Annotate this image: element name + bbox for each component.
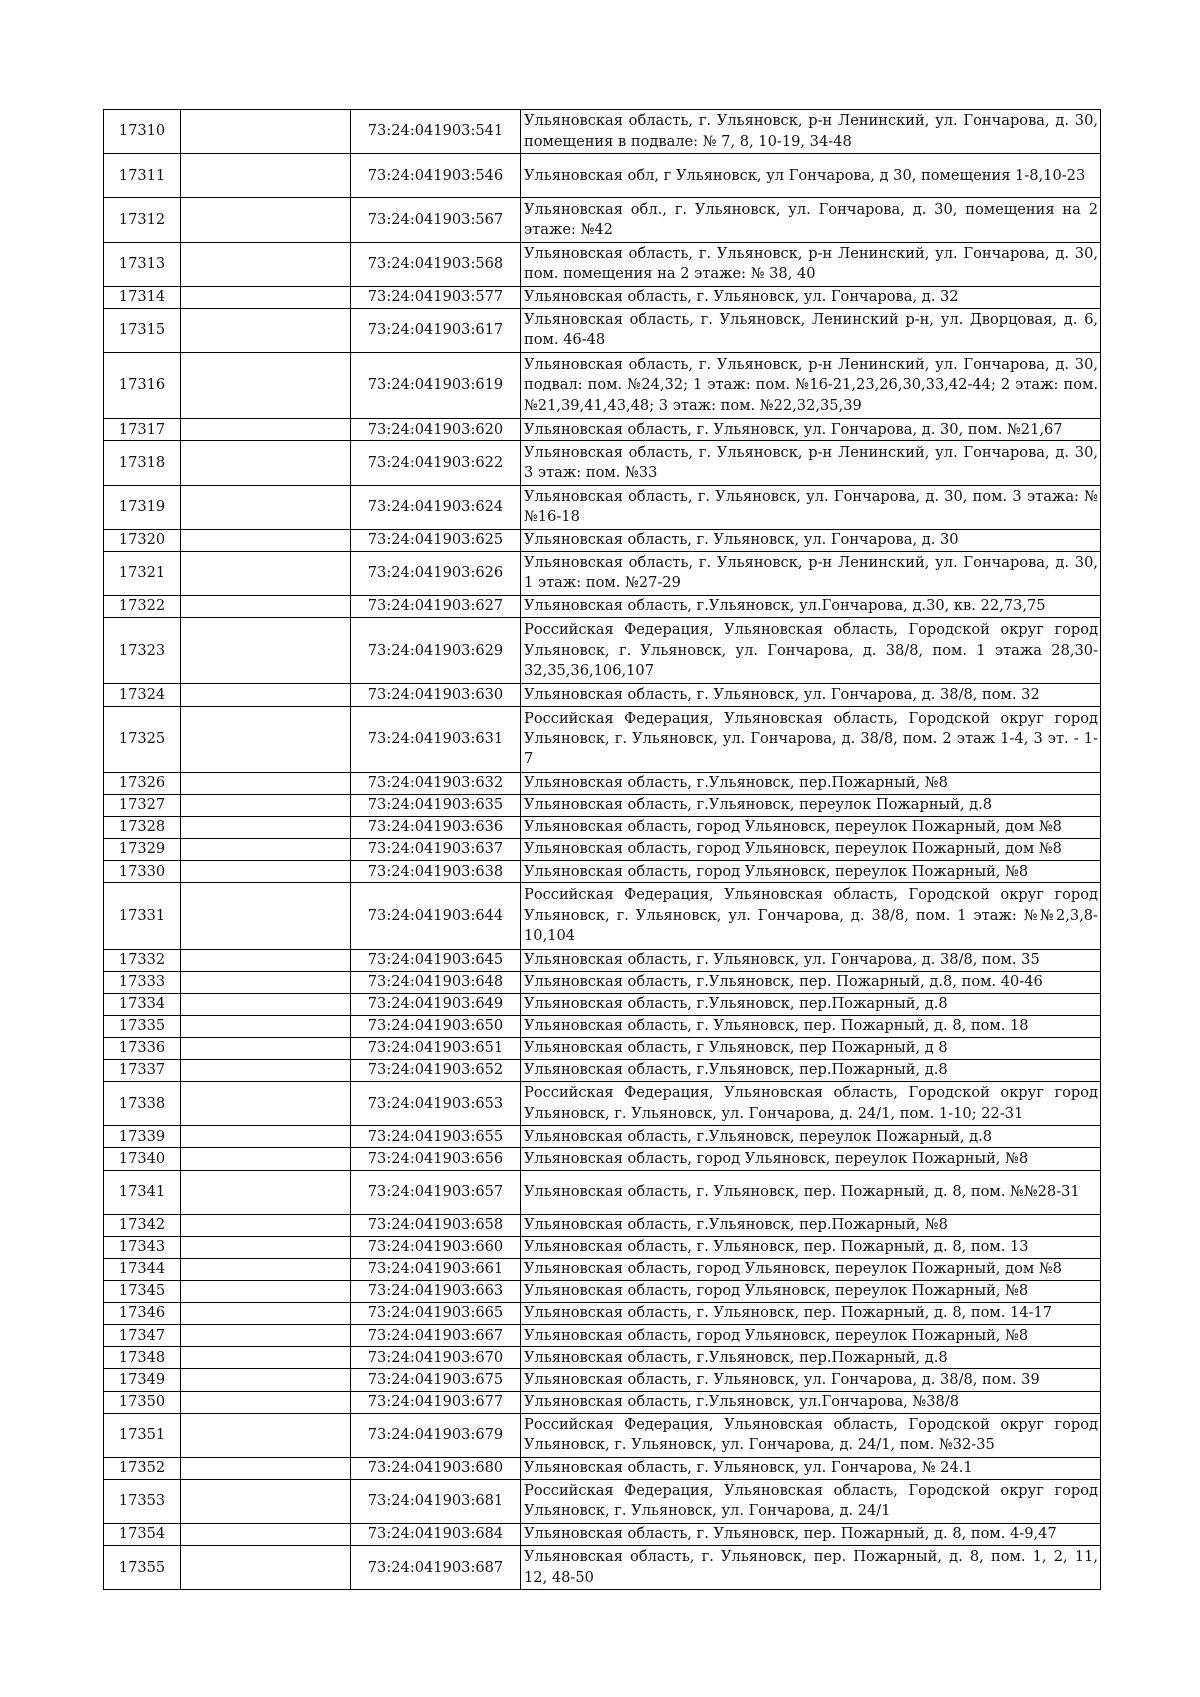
empty-cell <box>181 308 351 352</box>
cadastral-number-cell: 73:24:041903:629 <box>351 618 521 684</box>
row-number-cell: 17338 <box>104 1082 181 1126</box>
row-number-cell: 17319 <box>104 485 181 529</box>
empty-cell <box>181 817 351 839</box>
row-number-cell: 17322 <box>104 596 181 618</box>
row-number-cell: 17351 <box>104 1413 181 1457</box>
table-row <box>104 1347 1101 1369</box>
cadastral-number-cell: 73:24:041903:620 <box>351 419 521 441</box>
cadastral-number-cell: 73:24:041903:675 <box>351 1369 521 1391</box>
row-number-cell: 17335 <box>104 1015 181 1037</box>
row-number-cell: 17341 <box>104 1170 181 1214</box>
table-row <box>104 794 1101 816</box>
cadastral-number-cell: 73:24:041903:632 <box>351 772 521 794</box>
table-row <box>104 529 1101 551</box>
empty-cell <box>181 1038 351 1060</box>
empty-cell <box>181 1126 351 1148</box>
cadastral-number-cell: 73:24:041903:658 <box>351 1214 521 1236</box>
cadastral-number-cell: 73:24:041903:657 <box>351 1170 521 1214</box>
table-row <box>104 1170 1101 1214</box>
empty-cell <box>181 1347 351 1369</box>
empty-cell <box>181 1303 351 1325</box>
table-row <box>104 1524 1101 1546</box>
row-number-cell: 17345 <box>104 1281 181 1303</box>
cadastral-number-cell: 73:24:041903:644 <box>351 883 521 949</box>
empty-cell <box>181 1325 351 1347</box>
table-row <box>104 1126 1101 1148</box>
table-row <box>104 618 1101 684</box>
row-number-cell: 17348 <box>104 1347 181 1369</box>
row-number-cell: 17332 <box>104 949 181 971</box>
empty-cell <box>181 1258 351 1280</box>
cadastral-number-cell: 73:24:041903:653 <box>351 1082 521 1126</box>
empty-cell <box>181 1479 351 1523</box>
cadastral-number-cell: 73:24:041903:568 <box>351 242 521 286</box>
cadastral-number-cell: 73:24:041903:636 <box>351 817 521 839</box>
cadastral-number-cell: 73:24:041903:627 <box>351 596 521 618</box>
table-row <box>104 242 1101 286</box>
row-number-cell: 17330 <box>104 861 181 883</box>
row-number-cell: 17339 <box>104 1126 181 1148</box>
table-row <box>104 1413 1101 1457</box>
row-number-cell: 17343 <box>104 1236 181 1258</box>
address-cell: Ульяновская область, г.Ульяновск, пер.Пожарный, д.8 <box>521 1060 1101 1082</box>
cadastral-number-cell: 73:24:041903:687 <box>351 1546 521 1590</box>
cadastral-number-cell: 73:24:041903:619 <box>351 353 521 419</box>
table-row <box>104 308 1101 352</box>
address-cell: Ульяновская область, г. Ульяновск, ул. Гончарова, д. 38/8, пом. 35 <box>521 949 1101 971</box>
cadastral-number-cell: 73:24:041903:630 <box>351 684 521 706</box>
address-cell: Российская Федерация, Ульяновская область, Городской округ город Ульяновск, г. Ульяновск, ул. Гончарова, д. 38/8, пом. 2 этаж 1-4, 3 эт. - 1-7 <box>521 706 1101 772</box>
address-cell: Ульяновская область, город Ульяновск, переулок Пожарный, №8 <box>521 1148 1101 1170</box>
empty-cell <box>181 441 351 485</box>
address-cell: Ульяновская область, г. Ульяновск, пер. Пожарный, д. 8, пом. №№28-31 <box>521 1170 1101 1214</box>
address-cell: Ульяновская область, г. Ульяновск, пер. Пожарный, д. 8, пом. 13 <box>521 1236 1101 1258</box>
cadastral-number-cell: 73:24:041903:680 <box>351 1457 521 1479</box>
empty-cell <box>181 1060 351 1082</box>
address-cell: Ульяновская область, г.Ульяновск, пер.Пожарный, д.8 <box>521 993 1101 1015</box>
address-cell: Ульяновская область, г.Ульяновск, переулок Пожарный, д.8 <box>521 794 1101 816</box>
cadastral-number-cell: 73:24:041903:650 <box>351 1015 521 1037</box>
address-cell: Российская Федерация, Ульяновская область, Городской округ город Ульяновск, г. Ульяновск, ул. Гончарова, д. 24/1, пом. №32-35 <box>521 1413 1101 1457</box>
row-number-cell: 17310 <box>104 110 181 154</box>
address-cell: Ульяновская область, г. Ульяновск, р-н Ленинский, ул. Гончарова, д. 30, помещения в подвале: № 7, 8, 10-19, 34-48 <box>521 110 1101 154</box>
table-row <box>104 1369 1101 1391</box>
row-number-cell: 17316 <box>104 353 181 419</box>
cadastral-number-cell: 73:24:041903:652 <box>351 1060 521 1082</box>
address-cell: Ульяновская обл, г Ульяновск, ул Гончарова, д 30, помещения 1-8,10-23 <box>521 154 1101 198</box>
row-number-cell: 17314 <box>104 286 181 308</box>
cadastral-number-cell: 73:24:041903:638 <box>351 861 521 883</box>
address-cell: Ульяновская область, г. Ульяновск, ул. Гончарова, д. 30 <box>521 529 1101 551</box>
empty-cell <box>181 529 351 551</box>
row-number-cell: 17312 <box>104 198 181 242</box>
row-number-cell: 17354 <box>104 1524 181 1546</box>
table-row <box>104 883 1101 949</box>
address-cell: Российская Федерация, Ульяновская область, Городской округ город Ульяновск, г. Ульяновск, ул. Гончарова, д. 24/1, пом. 1-10; 22-31 <box>521 1082 1101 1126</box>
address-cell: Ульяновская область, г. Ульяновск, ул. Гончарова, д. 30, пом. 3 этажа: №№16-18 <box>521 485 1101 529</box>
table-row <box>104 1546 1101 1590</box>
table-row <box>104 353 1101 419</box>
empty-cell <box>181 706 351 772</box>
cadastral-number-cell: 73:24:041903:656 <box>351 1148 521 1170</box>
address-cell: Ульяновская область, город Ульяновск, переулок Пожарный, №8 <box>521 861 1101 883</box>
table-row <box>104 706 1101 772</box>
empty-cell <box>181 1369 351 1391</box>
table-row <box>104 1258 1101 1280</box>
row-number-cell: 17326 <box>104 772 181 794</box>
cadastral-number-cell: 73:24:041903:665 <box>351 1303 521 1325</box>
row-number-cell: 17320 <box>104 529 181 551</box>
empty-cell <box>181 1236 351 1258</box>
empty-cell <box>181 1281 351 1303</box>
cadastral-number-cell: 73:24:041903:679 <box>351 1413 521 1457</box>
address-cell: Ульяновская обл., г. Ульяновск, ул. Гончарова, д. 30, помещения на 2 этаже: №42 <box>521 198 1101 242</box>
table-row <box>104 1214 1101 1236</box>
address-cell: Ульяновская область, г.Ульяновск, пер.Пожарный, №8 <box>521 772 1101 794</box>
address-cell: Ульяновская область, город Ульяновск, переулок Пожарный, №8 <box>521 1281 1101 1303</box>
address-cell: Ульяновская область, город Ульяновск, переулок Пожарный, дом №8 <box>521 817 1101 839</box>
row-number-cell: 17336 <box>104 1038 181 1060</box>
address-cell: Ульяновская область, г. Ульяновск, пер. Пожарный, д. 8, пом. 4-9,47 <box>521 1524 1101 1546</box>
address-cell: Ульяновская область, город Ульяновск, переулок Пожарный, дом №8 <box>521 1258 1101 1280</box>
table-row <box>104 684 1101 706</box>
empty-cell <box>181 551 351 595</box>
address-cell: Ульяновская область, г.Ульяновск, пер.Пожарный, д.8 <box>521 1347 1101 1369</box>
row-number-cell: 17311 <box>104 154 181 198</box>
address-cell: Ульяновская область, г. Ульяновск, пер. Пожарный, д. 8, пом. 1, 2, 11, 12, 48-50 <box>521 1546 1101 1590</box>
row-number-cell: 17318 <box>104 441 181 485</box>
table-row <box>104 596 1101 618</box>
address-cell: Ульяновская область, г. Ульяновск, пер. Пожарный, д. 8, пом. 18 <box>521 1015 1101 1037</box>
cadastral-number-cell: 73:24:041903:651 <box>351 1038 521 1060</box>
table-row <box>104 949 1101 971</box>
address-cell: Российская Федерация, Ульяновская область, Городской округ город Ульяновск, г. Ульяновск, ул. Гончарова, д. 24/1 <box>521 1479 1101 1523</box>
table-body <box>104 110 1101 1590</box>
cadastral-number-cell: 73:24:041903:624 <box>351 485 521 529</box>
empty-cell <box>181 1413 351 1457</box>
table-row <box>104 817 1101 839</box>
table-row <box>104 1325 1101 1347</box>
table-row <box>104 110 1101 154</box>
empty-cell <box>181 485 351 529</box>
empty-cell <box>181 1015 351 1037</box>
row-number-cell: 17331 <box>104 883 181 949</box>
empty-cell <box>181 242 351 286</box>
table-row <box>104 1236 1101 1258</box>
cadastral-number-cell: 73:24:041903:681 <box>351 1479 521 1523</box>
empty-cell <box>181 198 351 242</box>
cadastral-number-cell: 73:24:041903:626 <box>351 551 521 595</box>
address-cell: Ульяновская область, город Ульяновск, переулок Пожарный, №8 <box>521 1325 1101 1347</box>
empty-cell <box>181 861 351 883</box>
row-number-cell: 17328 <box>104 817 181 839</box>
address-cell: Ульяновская область, г. Ульяновск, ул. Гончарова, д. 30, пом. №21,67 <box>521 419 1101 441</box>
address-cell: Российская Федерация, Ульяновская область, Городской округ город Ульяновск, г. Ульяновск, ул. Гончарова, д. 38/8, пом. 1 этаж: №№2,3,8-10,104 <box>521 883 1101 949</box>
row-number-cell: 17324 <box>104 684 181 706</box>
row-number-cell: 17352 <box>104 1457 181 1479</box>
row-number-cell: 17327 <box>104 794 181 816</box>
table-row <box>104 839 1101 861</box>
address-cell: Ульяновская область, г.Ульяновск, ул.Гончарова, №38/8 <box>521 1391 1101 1413</box>
cadastral-number-cell: 73:24:041903:546 <box>351 154 521 198</box>
table-row <box>104 198 1101 242</box>
row-number-cell: 17344 <box>104 1258 181 1280</box>
address-cell: Ульяновская область, г. Ульяновск, р-н Ленинский, ул. Гончарова, д. 30, подвал: пом. №24,32; 1 этаж: пом. №16-21,23,26,30,33,42-44; 2 этаж: пом. №21,39,41,43,48; 3 этаж: пом. №22,32,35,39 <box>521 353 1101 419</box>
cadastral-number-cell: 73:24:041903:625 <box>351 529 521 551</box>
empty-cell <box>181 596 351 618</box>
row-number-cell: 17340 <box>104 1148 181 1170</box>
empty-cell <box>181 684 351 706</box>
empty-cell <box>181 971 351 993</box>
table-row <box>104 1391 1101 1413</box>
table-row <box>104 1082 1101 1126</box>
empty-cell <box>181 794 351 816</box>
row-number-cell: 17329 <box>104 839 181 861</box>
empty-cell <box>181 993 351 1015</box>
table-row <box>104 993 1101 1015</box>
row-number-cell: 17350 <box>104 1391 181 1413</box>
cadastral-number-cell: 73:24:041903:567 <box>351 198 521 242</box>
address-cell: Ульяновская область, г. Ульяновск, р-н Ленинский, ул. Гончарова, д. 30, 3 этаж: пом. №33 <box>521 441 1101 485</box>
empty-cell <box>181 949 351 971</box>
row-number-cell: 17355 <box>104 1546 181 1590</box>
cadastral-number-cell: 73:24:041903:648 <box>351 971 521 993</box>
table-row <box>104 1148 1101 1170</box>
row-number-cell: 17353 <box>104 1479 181 1523</box>
empty-cell <box>181 1457 351 1479</box>
cadastral-number-cell: 73:24:041903:637 <box>351 839 521 861</box>
table-row <box>104 1015 1101 1037</box>
cadastral-number-cell: 73:24:041903:655 <box>351 1126 521 1148</box>
address-cell: Ульяновская область, г. Ульяновск, ул. Гончарова, д. 38/8, пом. 39 <box>521 1369 1101 1391</box>
cadastral-number-cell: 73:24:041903:577 <box>351 286 521 308</box>
address-cell: Ульяновская область, г. Ульяновск, ул. Гончарова, д. 38/8, пом. 32 <box>521 684 1101 706</box>
row-number-cell: 17347 <box>104 1325 181 1347</box>
cadastral-number-cell: 73:24:041903:617 <box>351 308 521 352</box>
empty-cell <box>181 286 351 308</box>
table-row <box>104 441 1101 485</box>
address-cell: Ульяновская область, г.Ульяновск, пер. Пожарный, д.8, пом. 40-46 <box>521 971 1101 993</box>
empty-cell <box>181 1546 351 1590</box>
cadastral-number-cell: 73:24:041903:663 <box>351 1281 521 1303</box>
row-number-cell: 17321 <box>104 551 181 595</box>
row-number-cell: 17346 <box>104 1303 181 1325</box>
table-row <box>104 1457 1101 1479</box>
empty-cell <box>181 110 351 154</box>
table-row <box>104 1303 1101 1325</box>
cadastral-number-cell: 73:24:041903:677 <box>351 1391 521 1413</box>
cadastral-number-cell: 73:24:041903:661 <box>351 1258 521 1280</box>
table-row <box>104 154 1101 198</box>
cadastral-number-cell: 73:24:041903:631 <box>351 706 521 772</box>
row-number-cell: 17317 <box>104 419 181 441</box>
row-number-cell: 17333 <box>104 971 181 993</box>
row-number-cell: 17325 <box>104 706 181 772</box>
empty-cell <box>181 883 351 949</box>
table-row <box>104 861 1101 883</box>
empty-cell <box>181 1170 351 1214</box>
empty-cell <box>181 1391 351 1413</box>
empty-cell <box>181 154 351 198</box>
row-number-cell: 17342 <box>104 1214 181 1236</box>
address-cell: Ульяновская область, г.Ульяновск, ул.Гончарова, д.30, кв. 22,73,75 <box>521 596 1101 618</box>
cadastral-number-cell: 73:24:041903:684 <box>351 1524 521 1546</box>
table-row <box>104 1060 1101 1082</box>
row-number-cell: 17323 <box>104 618 181 684</box>
address-cell: Ульяновская область, г. Ульяновск, ул. Гончарова, № 24.1 <box>521 1457 1101 1479</box>
address-cell: Ульяновская область, г. Ульяновск, пер. Пожарный, д. 8, пом. 14-17 <box>521 1303 1101 1325</box>
empty-cell <box>181 772 351 794</box>
cadastral-number-cell: 73:24:041903:622 <box>351 441 521 485</box>
row-number-cell: 17334 <box>104 993 181 1015</box>
empty-cell <box>181 618 351 684</box>
address-cell: Ульяновская область, г. Ульяновск, Ленинский р-н, ул. Дворцовая, д. 6, пом. 46-48 <box>521 308 1101 352</box>
table-row <box>104 1281 1101 1303</box>
cadastral-number-cell: 73:24:041903:660 <box>351 1236 521 1258</box>
table-row <box>104 485 1101 529</box>
cadastral-number-cell: 73:24:041903:645 <box>351 949 521 971</box>
table-row <box>104 551 1101 595</box>
address-cell: Ульяновская область, г. Ульяновск, р-н Ленинский, ул. Гончарова, д. 30, пом. помещения на 2 этаже: № 38, 40 <box>521 242 1101 286</box>
address-cell: Ульяновская область, г. Ульяновск, р-н Ленинский, ул. Гончарова, д. 30, 1 этаж: пом. №27-29 <box>521 551 1101 595</box>
cadastral-number-cell: 73:24:041903:649 <box>351 993 521 1015</box>
table-row <box>104 772 1101 794</box>
table-row <box>104 1038 1101 1060</box>
table-row <box>104 1479 1101 1523</box>
empty-cell <box>181 419 351 441</box>
empty-cell <box>181 1082 351 1126</box>
empty-cell <box>181 353 351 419</box>
empty-cell <box>181 1214 351 1236</box>
table-row <box>104 286 1101 308</box>
cadastral-number-cell: 73:24:041903:667 <box>351 1325 521 1347</box>
row-number-cell: 17349 <box>104 1369 181 1391</box>
address-cell: Ульяновская область, город Ульяновск, переулок Пожарный, дом №8 <box>521 839 1101 861</box>
table-row <box>104 971 1101 993</box>
cadastral-number-cell: 73:24:041903:635 <box>351 794 521 816</box>
empty-cell <box>181 1524 351 1546</box>
address-cell: Ульяновская область, г.Ульяновск, пер.Пожарный, №8 <box>521 1214 1101 1236</box>
cadastral-number-cell: 73:24:041903:541 <box>351 110 521 154</box>
row-number-cell: 17337 <box>104 1060 181 1082</box>
row-number-cell: 17315 <box>104 308 181 352</box>
property-registry-table <box>103 109 1101 1590</box>
address-cell: Ульяновская область, г. Ульяновск, ул. Гончарова, д. 32 <box>521 286 1101 308</box>
cadastral-number-cell: 73:24:041903:670 <box>351 1347 521 1369</box>
row-number-cell: 17313 <box>104 242 181 286</box>
address-cell: Ульяновская область, г Ульяновск, пер Пожарный, д 8 <box>521 1038 1101 1060</box>
table-row <box>104 419 1101 441</box>
empty-cell <box>181 1148 351 1170</box>
address-cell: Российская Федерация, Ульяновская область, Городской округ город Ульяновск, г. Ульяновск, ул. Гончарова, д. 38/8, пом. 1 этажа 28,30-32,35,36,106,107 <box>521 618 1101 684</box>
empty-cell <box>181 839 351 861</box>
address-cell: Ульяновская область, г.Ульяновск, переулок Пожарный, д.8 <box>521 1126 1101 1148</box>
